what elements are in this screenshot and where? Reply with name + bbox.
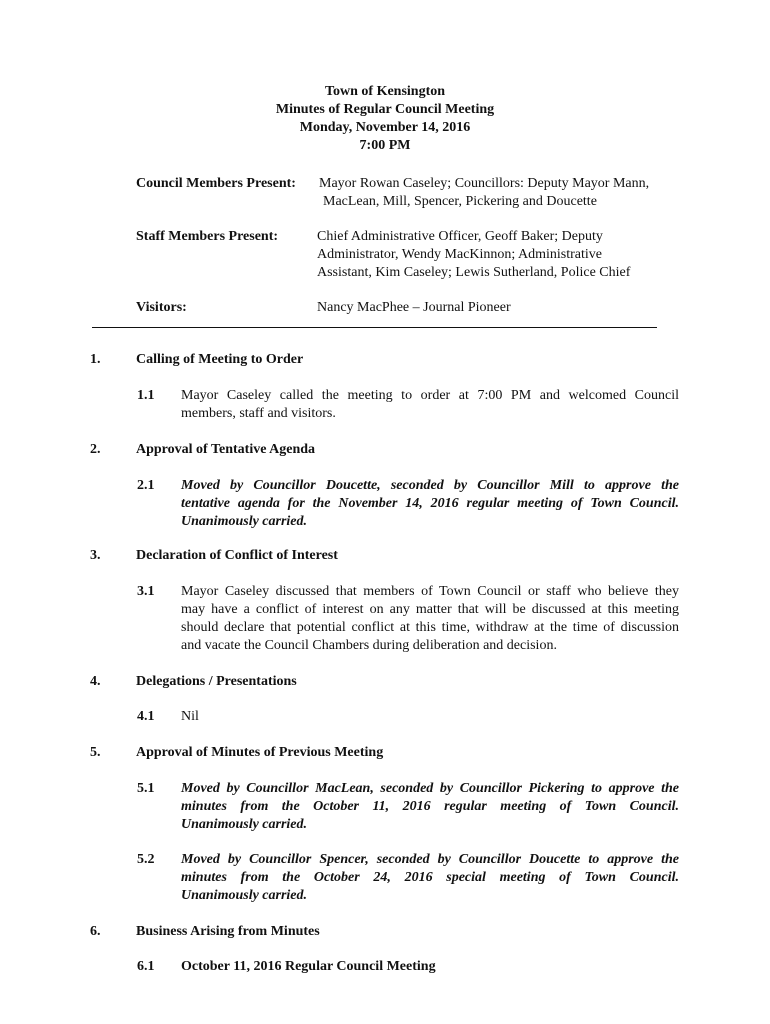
section-title: Approval of Minutes of Previous Meeting — [136, 745, 384, 760]
section-number: 1. — [90, 352, 101, 367]
item-line: Moved by Councillor Doucette, seconded by Councillor Mill to approve the — [181, 478, 679, 493]
staff-members-line: Assistant, Kim Caseley; Lewis Sutherland, Police Chief — [317, 265, 631, 280]
document-title: Minutes of Regular Council Meeting — [275, 102, 495, 117]
staff-members-line: Chief Administrative Officer, Geoff Baker; Deputy — [317, 229, 603, 244]
item-number: 2.1 — [137, 478, 155, 493]
item-text — [181, 958, 679, 976]
item-line: may have a conflict of interest on any matter that will be discussed at this meeting — [181, 602, 679, 617]
item-line: minutes from the October 24, 2016 special meeting of Town Council. — [181, 870, 679, 885]
item-line: should declare that potential conflict at this time, withdraw at the time of discussion — [181, 620, 679, 635]
section-title: Approval of Tentative Agenda — [136, 442, 316, 457]
item-line: Moved by Councillor MacLean, seconded by Councillor Pickering to approve the — [181, 781, 679, 796]
section-title: Declaration of Conflict of Interest — [136, 548, 338, 563]
item-line: and vacate the Council Chambers during deliberation and decision. — [181, 638, 557, 653]
item-text — [181, 477, 679, 531]
item-number: 5.2 — [137, 852, 155, 867]
section-title: Delegations / Presentations — [136, 674, 297, 689]
staff-members-line: Administrator, Wendy MacKinnon; Administrative — [317, 247, 603, 262]
item-line: Mayor Caseley discussed that members of Town Council or staff who believe they — [181, 584, 679, 599]
staff-members-label: Staff Members Present: — [136, 229, 279, 244]
item-line: Unanimously carried. — [181, 817, 308, 832]
item-number: 6.1 — [137, 959, 155, 974]
item-text — [181, 851, 679, 905]
item-line: Moved by Councillor Spencer, seconded by Councillor Doucette to approve the — [181, 852, 679, 867]
section-number: 2. — [90, 442, 101, 457]
header-divider — [92, 327, 657, 328]
item-text — [181, 708, 679, 726]
section-title: Calling of Meeting to Order — [136, 352, 304, 367]
staff-members-value — [317, 228, 696, 282]
council-members-row — [136, 175, 696, 211]
item-line: tentative agenda for the November 14, 2016 regular meeting of Town Council. — [181, 496, 679, 511]
item-line: Unanimously carried. — [181, 888, 308, 903]
section-number: 4. — [90, 674, 101, 689]
item-text — [181, 583, 679, 655]
item-line: members, staff and visitors. — [181, 406, 336, 421]
item-text — [181, 780, 679, 834]
visitors-line: Nancy MacPhee – Journal Pioneer — [317, 300, 511, 315]
section-number: 3. — [90, 548, 101, 563]
visitors-label: Visitors: — [136, 300, 187, 315]
item-line: Nil — [181, 709, 199, 724]
council-members-line: Mayor Rowan Caseley; Councillors: Deputy Mayor Mann, — [319, 176, 650, 191]
item-line: minutes from the October 11, 2016 regular meeting of Town Council. — [181, 799, 679, 814]
visitors-value — [317, 299, 696, 317]
item-number: 4.1 — [137, 709, 155, 724]
visitors-row — [136, 299, 696, 317]
item-line: Unanimously carried. — [181, 514, 308, 529]
item-text — [181, 387, 679, 423]
item-subheading: October 11, 2016 Regular Council Meeting — [181, 959, 436, 974]
council-members-value — [319, 175, 696, 211]
section-number: 6. — [90, 924, 101, 939]
document-header — [0, 83, 770, 155]
item-line: Mayor Caseley called the meeting to order at 7:00 PM and welcomed Council — [181, 388, 679, 403]
item-number: 3.1 — [137, 584, 155, 599]
council-members-label: Council Members Present: — [136, 176, 296, 191]
staff-members-row — [136, 228, 696, 282]
item-number: 5.1 — [137, 781, 155, 796]
attendees-block — [136, 175, 696, 317]
council-members-line: MacLean, Mill, Spencer, Pickering and Doucette — [323, 194, 597, 209]
section-title: Business Arising from Minutes — [136, 924, 320, 939]
meeting-time: 7:00 PM — [359, 138, 411, 153]
town-name: Town of Kensington — [324, 84, 446, 99]
meeting-date: Monday, November 14, 2016 — [299, 120, 471, 135]
section-number: 5. — [90, 745, 101, 760]
item-number: 1.1 — [137, 388, 155, 403]
